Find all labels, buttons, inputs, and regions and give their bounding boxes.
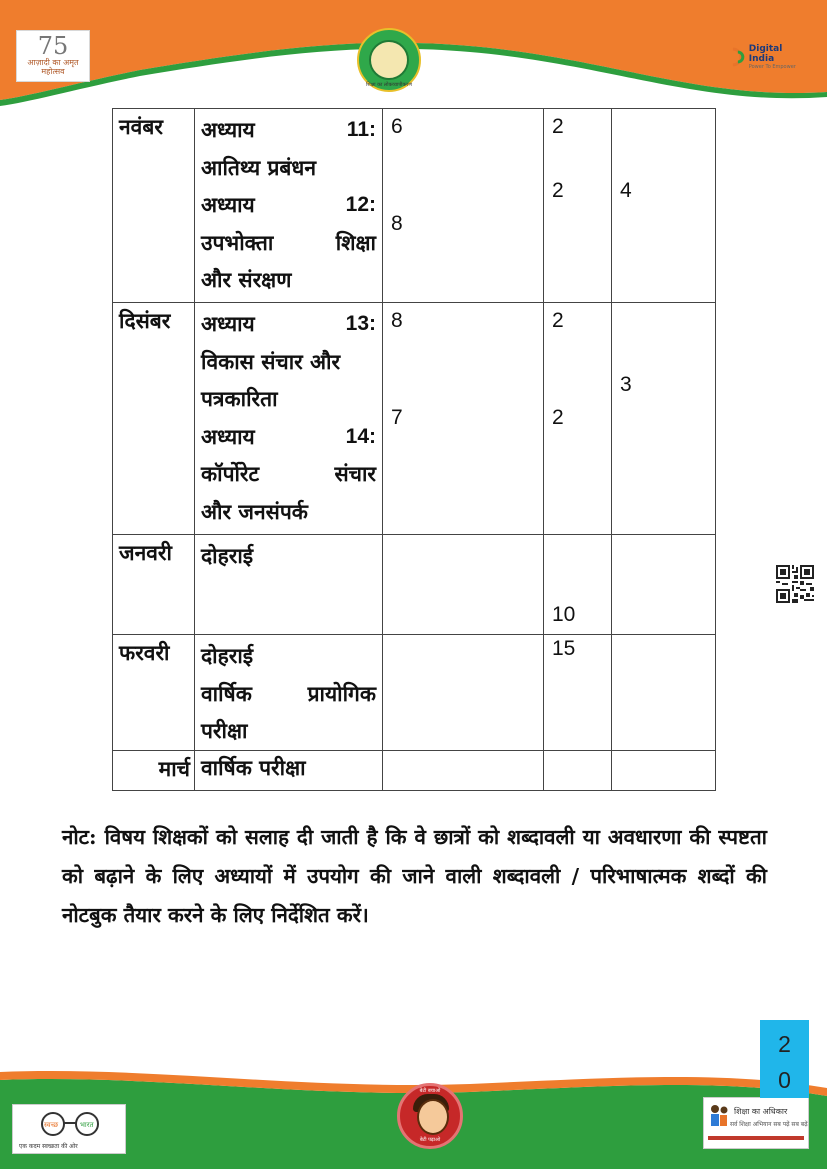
count-value: 2 — [552, 406, 564, 429]
digital-india-mark-icon — [730, 47, 746, 67]
total-cell — [612, 303, 716, 535]
syllabus-schedule-table — [112, 108, 716, 791]
table-row — [113, 751, 716, 791]
period-value: 7 — [391, 406, 403, 429]
month-cell — [113, 109, 195, 303]
count-cell — [544, 109, 612, 303]
total-cell — [612, 635, 716, 751]
chapter-label: अध्याय — [201, 192, 255, 217]
chapter-title: आतिथ्य प्रबंधन — [201, 154, 316, 180]
digital-india-logo — [730, 40, 810, 74]
azadi-amrit-mahotsav-logo — [16, 30, 90, 82]
rte-caption: सर्व शिक्षा अभियान सब पढ़ें सब बढ़ें — [730, 1121, 808, 1128]
topic-text: वार्षिक परीक्षा — [201, 755, 306, 780]
beti-top-text: बेटी बचाओ — [419, 1088, 441, 1094]
topic-text: दोहराई — [201, 643, 254, 668]
periods-cell — [383, 751, 544, 791]
teacher-note: नोट: विषय शिक्षकों को सलाह दी जाती है कि वे छात्रों को शब्दावली या अवधारणा की स्पष्टता को बढ़ाने के लिए अध्यायों में उपयोग की जाने वाली शब्दावली / परिभाषात्मक शब्दों की नोटबुक तैयार करने के लिए निर्देशित करें। — [62, 825, 767, 927]
swachh-caption: एक कदम स्वच्छता की ओर — [19, 1143, 78, 1150]
month-label: मार्च — [158, 756, 190, 781]
chapter-label: अध्याय — [201, 311, 255, 336]
chapter-number: 12: — [345, 193, 376, 216]
topic-text: परीक्षा — [201, 718, 248, 743]
rte-title: शिक्षा का अधिकार — [734, 1107, 788, 1116]
beti-bottom-text: बेटी पढ़ाओ — [419, 1137, 441, 1143]
children-reading-icon — [708, 1104, 730, 1130]
page-digit: 2 — [778, 1031, 791, 1057]
count-value: 15 — [552, 637, 576, 660]
count-cell — [544, 751, 612, 791]
period-value: 8 — [391, 309, 403, 332]
periods-cell — [383, 535, 544, 635]
count-value: 10 — [552, 603, 576, 626]
chapter-title: और जनसंपर्क — [201, 498, 308, 524]
chapter-title: और संरक्षण — [201, 267, 292, 292]
chapter-number: 11: — [346, 118, 376, 141]
total-value: 4 — [620, 179, 632, 202]
count-cell — [544, 535, 612, 635]
chapter-label: अध्याय — [201, 423, 255, 449]
total-cell — [612, 535, 716, 635]
topic-cell: अध्याय 11: आतिथ्य प्रबंधन अध्याय 12: उपभोक्ता शिक्षा और संरक्षण — [195, 109, 383, 303]
table-row — [113, 635, 716, 751]
chapter-title: विकास संचार और — [201, 348, 341, 374]
count-cell — [544, 303, 612, 535]
month-label: नवंबर — [119, 114, 163, 139]
logo-caption: आज़ादी का अमृत महोत्सव — [27, 58, 79, 76]
period-value: 6 — [391, 115, 403, 138]
seal-caption: शिक्षा का लोकव्यापीकरण — [366, 82, 412, 88]
shiksha-ka-adhikar-logo — [703, 1097, 809, 1149]
digital-india-name: Digital India — [748, 44, 783, 64]
topic-cell: अध्याय 13: विकास संचार और पत्रकारिता अध्याय 14: कॉर्पोरेट संचार और जनसंपर्क — [195, 303, 383, 535]
total-cell — [612, 109, 716, 303]
count-cell — [544, 635, 612, 751]
rte-bar — [708, 1136, 804, 1140]
swachh-bharat-logo — [12, 1104, 126, 1154]
month-label: जनवरी — [119, 540, 172, 565]
logo-number: 75 — [37, 32, 69, 60]
month-cell — [113, 303, 195, 535]
qr-code-icon — [776, 565, 814, 603]
table-row — [113, 535, 716, 635]
table-row — [113, 109, 716, 303]
periods-cell — [383, 303, 544, 535]
digital-india-tagline: Power To Empower — [748, 64, 796, 70]
month-cell — [113, 535, 195, 635]
count-value: 2 — [552, 179, 564, 202]
month-label: दिसंबर — [119, 308, 171, 333]
count-value: 2 — [552, 115, 564, 138]
chapter-label: अध्याय — [201, 117, 255, 142]
chapter-title: पत्रकारिता — [201, 386, 278, 411]
bharat-word: भारत — [80, 1121, 94, 1129]
table-row — [113, 303, 716, 535]
chapter-number: 14: — [345, 424, 376, 448]
count-value: 2 — [552, 309, 564, 332]
month-cell — [113, 635, 195, 751]
month-label: फरवरी — [119, 640, 170, 665]
gandhi-glasses-icon — [35, 1111, 105, 1137]
total-cell — [612, 751, 716, 791]
chapter-number: 13: — [345, 312, 376, 335]
total-value: 3 — [620, 373, 632, 396]
beti-bachao-beti-padhao-logo — [397, 1083, 463, 1149]
periods-cell — [383, 109, 544, 303]
topic-cell — [195, 751, 383, 791]
topic-cell — [195, 535, 383, 635]
topic-text: दोहराई — [201, 543, 254, 568]
girl-face-icon — [417, 1099, 449, 1135]
page-number — [760, 1020, 809, 1098]
topic-cell: दोहराई वार्षिक प्रायोगिक परीक्षा — [195, 635, 383, 751]
periods-cell — [383, 635, 544, 751]
month-cell — [113, 751, 195, 791]
page-digit: 0 — [778, 1067, 791, 1093]
swachh-word: स्वच्छ — [44, 1121, 59, 1129]
period-value: 8 — [391, 212, 403, 235]
